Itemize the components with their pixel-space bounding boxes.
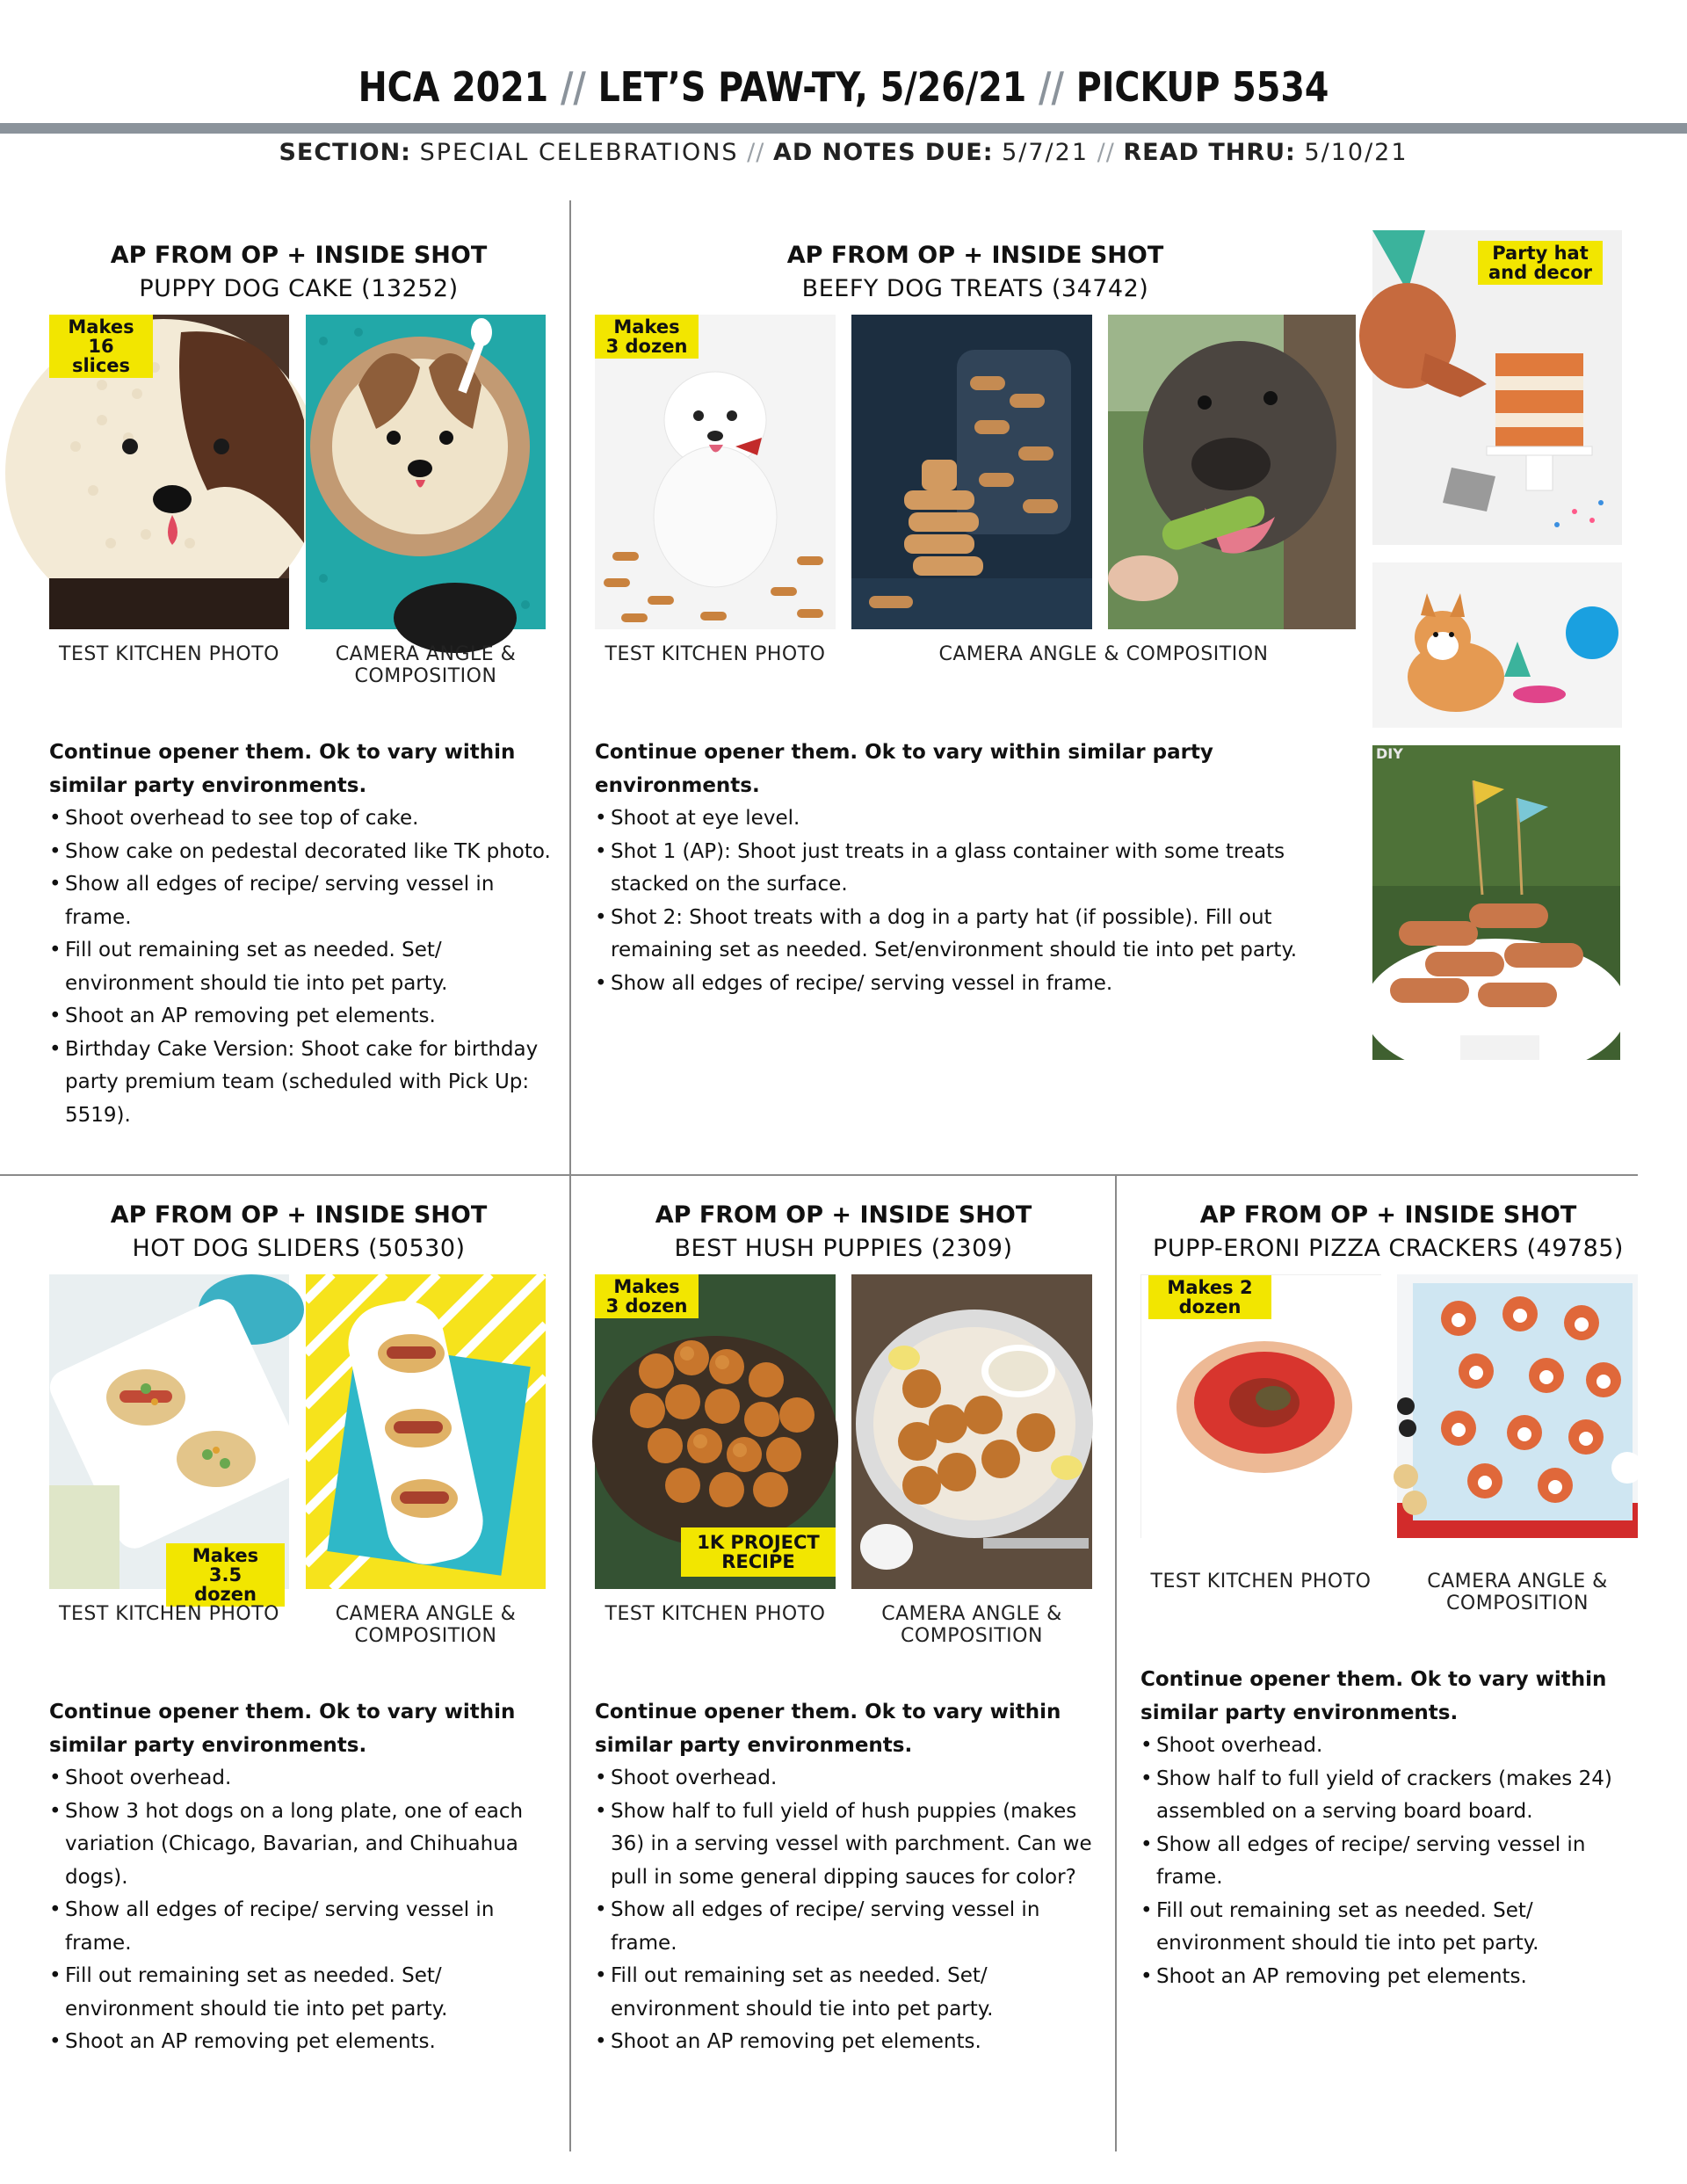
treats-notes: Continue opener them. Ok to vary within similar party environments. • Shoot at eye level. • Shot 1 (AP): Shoot just treats in a glass container with some treats stacked on the surface. • Shot 2: Shoot treats with a dog in a party hat (if possible). Fill out remaining set as needed. Set/environment should tie into pet party. • Show all edges of recipe/ serving vessel in frame.: [595, 736, 1333, 1000]
sliders-composition-photo: [306, 1274, 546, 1589]
cake-caption-tk: TEST KITCHEN PHOTO: [59, 643, 279, 665]
note-item: • Birthday Cake Version: Shoot cake for birthday party premium team (scheduled with Pick Up: 5519).: [49, 1034, 559, 1133]
note-item: • Show half to full yield of hush puppies (makes 36) in a serving vessel with parchment. Can we pull in some general dipping sauces for color?: [595, 1796, 1104, 1895]
note-item: • Shot 2: Shoot treats with a dog in a party hat (if possible). Fill out remaining set as needed. Set/environment should tie into pet party.: [595, 902, 1333, 968]
cake-composition-photo: [306, 315, 546, 629]
note-item: • Shot 1 (AP): Shoot just treats in a glass container with some treats stacked on the surface.: [595, 836, 1333, 902]
note-item: • Show all edges of recipe/ serving vessel in frame.: [595, 968, 1333, 1001]
page-title: HCA 2021 // LET’S PAW-TY, 5/26/21 // PICKUP 5534: [358, 63, 1329, 111]
decor-badge: Party hat and decor: [1478, 241, 1603, 285]
note-item: • Fill out remaining set as needed. Set/ environment should tie into pet party.: [595, 1960, 1104, 2026]
card-sliders-head: AP FROM OP + INSIDE SHOT HOT DOG SLIDERS (50530): [110, 1201, 488, 1262]
note-item: • Show all edges of recipe/ serving vessel in frame.: [49, 1894, 559, 1960]
yield-badge: Makes 2 dozen: [1148, 1275, 1271, 1319]
note-item: • Show 3 hot dogs on a long plate, one of each variation (Chicago, Bavarian, and Chihuahua dogs).: [49, 1796, 559, 1895]
treats-caption-tk: TEST KITCHEN PHOTO: [605, 643, 826, 665]
party-hat-dog-photo: [1372, 230, 1622, 545]
pizza-caption-tk: TEST KITCHEN PHOTO: [1150, 1571, 1372, 1593]
sliders-notes: Continue opener them. Ok to vary within similar party environments. • Shoot overhead. • Show 3 hot dogs on a long plate, one of each variation (Chicago, Bavarian, and Chihuahua dogs). • Show all edges of recipe/ serving vessel in frame. • Fill out remaining set as needed. Set/ environment should tie into pet party. • Shoot an AP removing pet elements.: [49, 1696, 559, 2059]
cake-test-kitchen-photo: [49, 315, 289, 629]
note-item: • Shoot an AP removing pet elements.: [49, 2026, 559, 2059]
pizza-test-kitchen-photo: [1140, 1274, 1381, 1538]
diy-bone-treats-photo: [1372, 745, 1620, 1060]
card-hush-head: AP FROM OP + INSIDE SHOT BEST HUSH PUPPIES (2309): [655, 1201, 1032, 1262]
treats-dog-photo: [1108, 315, 1356, 629]
header-rule: [0, 123, 1687, 134]
note-item: • Shoot an AP removing pet elements.: [49, 1000, 559, 1034]
hush-caption-tk: TEST KITCHEN PHOTO: [605, 1603, 826, 1625]
card-treats-head: AP FROM OP + INSIDE SHOT BEEFY DOG TREATS (34742): [786, 242, 1164, 302]
hush-caption-camera: CAMERA ANGLE & COMPOSITION: [881, 1603, 1062, 1647]
note-item: • Shoot an AP removing pet elements.: [595, 2026, 1104, 2059]
sliders-test-kitchen-photo: [49, 1274, 289, 1605]
note-item: • Fill out remaining set as needed. Set/ environment should tie into pet party.: [1140, 1895, 1650, 1961]
divider-middle: [0, 1174, 1638, 1176]
project-badge: 1K PROJECT RECIPE: [681, 1527, 836, 1577]
note-item: • Shoot an AP removing pet elements.: [1140, 1961, 1650, 1994]
card-pizza-head: AP FROM OP + INSIDE SHOT PUPP-ERONI PIZZA CRACKERS (49785): [1153, 1201, 1624, 1262]
hush-test-kitchen-photo: [595, 1274, 836, 1589]
yield-badge: Makes 16 slices: [49, 315, 153, 378]
note-item: • Shoot overhead.: [1140, 1730, 1650, 1763]
sliders-caption-tk: TEST KITCHEN PHOTO: [59, 1603, 279, 1625]
card-cake-head: AP FROM OP + INSIDE SHOT PUPPY DOG CAKE (13252): [110, 242, 488, 302]
sliders-caption-camera: CAMERA ANGLE & COMPOSITION: [335, 1603, 517, 1647]
divider-bottom-right: [1115, 1174, 1117, 2151]
treats-test-kitchen-photo: [595, 315, 836, 629]
note-item: • Shoot overhead to see top of cake.: [49, 802, 559, 836]
corgi-party-photo: [1372, 562, 1622, 728]
treats-caption-camera: CAMERA ANGLE & COMPOSITION: [938, 643, 1269, 665]
section-info: SECTION: SPECIAL CELEBRATIONS // AD NOTES DUE: 5/7/21 // READ THRU: 5/10/21: [279, 139, 1408, 166]
pizza-caption-camera: CAMERA ANGLE & COMPOSITION: [1427, 1571, 1608, 1614]
pizza-composition-photo: [1397, 1274, 1638, 1538]
treats-jar-photo: [851, 315, 1092, 629]
cake-notes: Continue opener them. Ok to vary within similar party environments. • Shoot overhead to see top of cake. • Show cake on pedestal decorated like TK photo. • Show all edges of recipe/ serving vessel in frame. • Fill out remaining set as needed. Set/ environment should tie into pet party. • Shoot an AP removing pet elements. • Birthday Cake Version: Shoot cake for birthday party premium team (scheduled with Pick Up: 5519).: [49, 736, 559, 1132]
note-item: • Shoot overhead.: [49, 1762, 559, 1796]
note-item: • Shoot at eye level.: [595, 802, 1333, 836]
diy-label: DIY: [1376, 745, 1403, 762]
note-item: • Show half to full yield of crackers (makes 24) assembled on a serving board board.: [1140, 1763, 1650, 1829]
note-item: • Show all edges of recipe/ serving vessel in frame.: [49, 868, 559, 934]
yield-badge: Makes 3 dozen: [595, 1274, 699, 1318]
yield-badge: Makes 3.5 dozen: [166, 1543, 285, 1607]
note-item: • Fill out remaining set as needed. Set/ environment should tie into pet party.: [49, 934, 559, 1000]
note-item: • Shoot overhead.: [595, 1762, 1104, 1796]
note-item: • Show all edges of recipe/ serving vessel in frame.: [595, 1894, 1104, 1960]
yield-badge: Makes 3 dozen: [595, 315, 699, 359]
divider-top: [569, 200, 571, 2151]
hush-composition-photo: [851, 1274, 1092, 1589]
note-item: • Show all edges of recipe/ serving vessel in frame.: [1140, 1829, 1650, 1895]
note-item: • Fill out remaining set as needed. Set/ environment should tie into pet party.: [49, 1960, 559, 2026]
hush-notes: Continue opener them. Ok to vary within similar party environments. • Shoot overhead. • Show half to full yield of hush puppies (makes 36) in a serving vessel with parchment. Can we pull in some general dipping sauces for color? • Show all edges of recipe/ serving vessel in frame. • Fill out remaining set as needed. Set/ environment should tie into pet party. • Shoot an AP removing pet elements.: [595, 1696, 1104, 2059]
note-item: • Show cake on pedestal decorated like TK photo.: [49, 836, 559, 869]
cake-caption-camera: CAMERA ANGLE & COMPOSITION: [335, 643, 517, 687]
pizza-notes: Continue opener them. Ok to vary within similar party environments. • Shoot overhead. • Show half to full yield of crackers (makes 24) assembled on a serving board board. • Show all edges of recipe/ serving vessel in frame. • Fill out remaining set as needed. Set/ environment should tie into pet party. • Shoot an AP removing pet elements.: [1140, 1664, 1650, 1993]
